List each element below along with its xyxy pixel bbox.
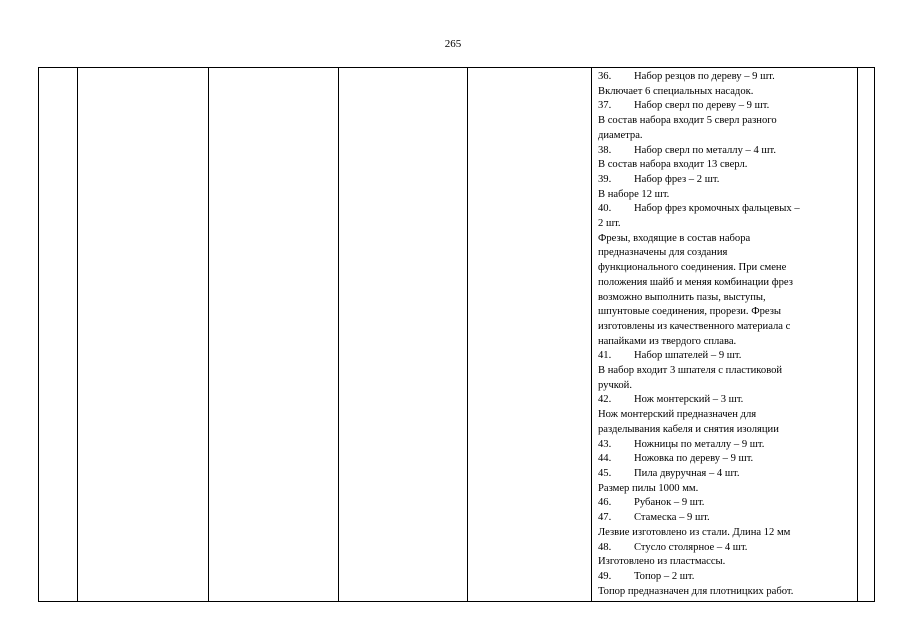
list-item-text: Набор фрез кромочных фальцевых – bbox=[634, 203, 800, 215]
list-item-text: Набор фрез – 2 шт. bbox=[634, 173, 720, 185]
table-cell-empty bbox=[78, 68, 209, 602]
list-item bbox=[598, 202, 851, 217]
description-line: Включает 6 специальных насадок. bbox=[598, 85, 754, 97]
list-item bbox=[598, 144, 851, 159]
description-line: положения шайб и меняя комбинации фрез bbox=[598, 276, 793, 288]
list-item bbox=[598, 452, 851, 467]
description-line: напайками из твердого сплава. bbox=[598, 335, 737, 347]
table-cell-empty bbox=[209, 68, 339, 602]
description-line: В наборе 12 шт. bbox=[598, 188, 670, 200]
list-item bbox=[598, 511, 851, 526]
list-item-text: Набор резцов по дереву – 9 шт. bbox=[634, 71, 775, 82]
list-item-number: 45. bbox=[598, 467, 612, 479]
description-line: В состав набора входит 5 сверл разного bbox=[598, 115, 777, 127]
list-item-number: 38. bbox=[598, 144, 612, 156]
list-item-number: 36. bbox=[598, 71, 612, 82]
list-item bbox=[598, 496, 851, 511]
description-line: Изготовлено из пластмассы. bbox=[598, 556, 726, 568]
list-item-text: Стамеска – 9 шт. bbox=[634, 512, 710, 524]
description-line: шпунтовые соединения, прорези. Фрезы bbox=[598, 306, 782, 318]
description-line: Лезвие изготовлено из стали. Длина 12 мм bbox=[598, 526, 791, 538]
description-line: ручкой. bbox=[598, 379, 633, 391]
list-item-text: Стусло столярное – 4 шт. bbox=[634, 541, 748, 553]
list-item-text: Ножовка по дереву – 9 шт. bbox=[634, 453, 754, 465]
list-item bbox=[598, 349, 851, 364]
description-line: Размер пилы 1000 мм. bbox=[598, 482, 699, 494]
description-line: диаметра. bbox=[598, 129, 643, 141]
description-line: возможно выполнить пазы, выступы, bbox=[598, 291, 766, 303]
list-item-number: 43. bbox=[598, 438, 612, 450]
list-item bbox=[598, 541, 851, 556]
list-item-number: 42. bbox=[598, 394, 612, 406]
list-item bbox=[598, 467, 851, 482]
list-item-number: 49. bbox=[598, 570, 612, 582]
table-cell-empty bbox=[339, 68, 468, 602]
description-line: Топор предназначен для плотницких работ. bbox=[598, 585, 794, 597]
list-item-number: 39. bbox=[598, 173, 612, 185]
description-line: функционального соединения. При смене bbox=[598, 262, 787, 274]
description-line: Фрезы, входящие в состав набора bbox=[598, 232, 751, 244]
list-item bbox=[598, 438, 851, 453]
description-line: изготовлены из качественного материала с bbox=[598, 320, 791, 332]
list-item-number: 37. bbox=[598, 100, 612, 112]
list-item-number: 40. bbox=[598, 203, 612, 215]
list-item bbox=[598, 70, 851, 85]
list-item bbox=[598, 173, 851, 188]
list-item-text: Нож монтерский – 3 шт. bbox=[634, 394, 744, 406]
specification-table bbox=[38, 67, 875, 602]
list-item-text: Топор – 2 шт. bbox=[634, 570, 695, 582]
description-line: предназначены для создания bbox=[598, 247, 728, 259]
table-cell-empty bbox=[858, 68, 875, 602]
list-item-text: Ножницы по металлу – 9 шт. bbox=[634, 438, 765, 450]
list-item-text: Рубанок – 9 шт. bbox=[634, 497, 705, 509]
description-line: В набор входит 3 шпателя с пластиковой bbox=[598, 365, 783, 377]
description-line: Нож монтерский предназначен для bbox=[598, 409, 757, 421]
list-item-text: Набор сверл по металлу – 4 шт. bbox=[634, 144, 777, 156]
description-line: В состав набора входит 13 сверл. bbox=[598, 159, 748, 171]
description-line: 2 шт. bbox=[598, 218, 621, 230]
table-cell-empty bbox=[39, 68, 78, 602]
page-number: 265 bbox=[444, 38, 462, 50]
list-item-number: 48. bbox=[598, 541, 612, 553]
list-item-text: Пила двуручная – 4 шт. bbox=[634, 467, 740, 479]
list-item-number: 44. bbox=[598, 453, 612, 465]
list-item-number: 47. bbox=[598, 512, 612, 524]
list-item bbox=[598, 570, 851, 585]
list-item bbox=[598, 99, 851, 114]
description-line: разделывания кабеля и снятия изоляции bbox=[598, 423, 779, 435]
table-cell-empty bbox=[468, 68, 592, 602]
list-item-text: Набор сверл по дереву – 9 шт. bbox=[634, 100, 770, 112]
list-item-number: 46. bbox=[598, 497, 612, 509]
table-row bbox=[39, 68, 875, 602]
list-item bbox=[598, 393, 851, 408]
list-item-number: 41. bbox=[598, 350, 612, 362]
equipment-description-cell bbox=[592, 68, 858, 602]
list-item-text: Набор шпателей – 9 шт. bbox=[634, 350, 742, 362]
